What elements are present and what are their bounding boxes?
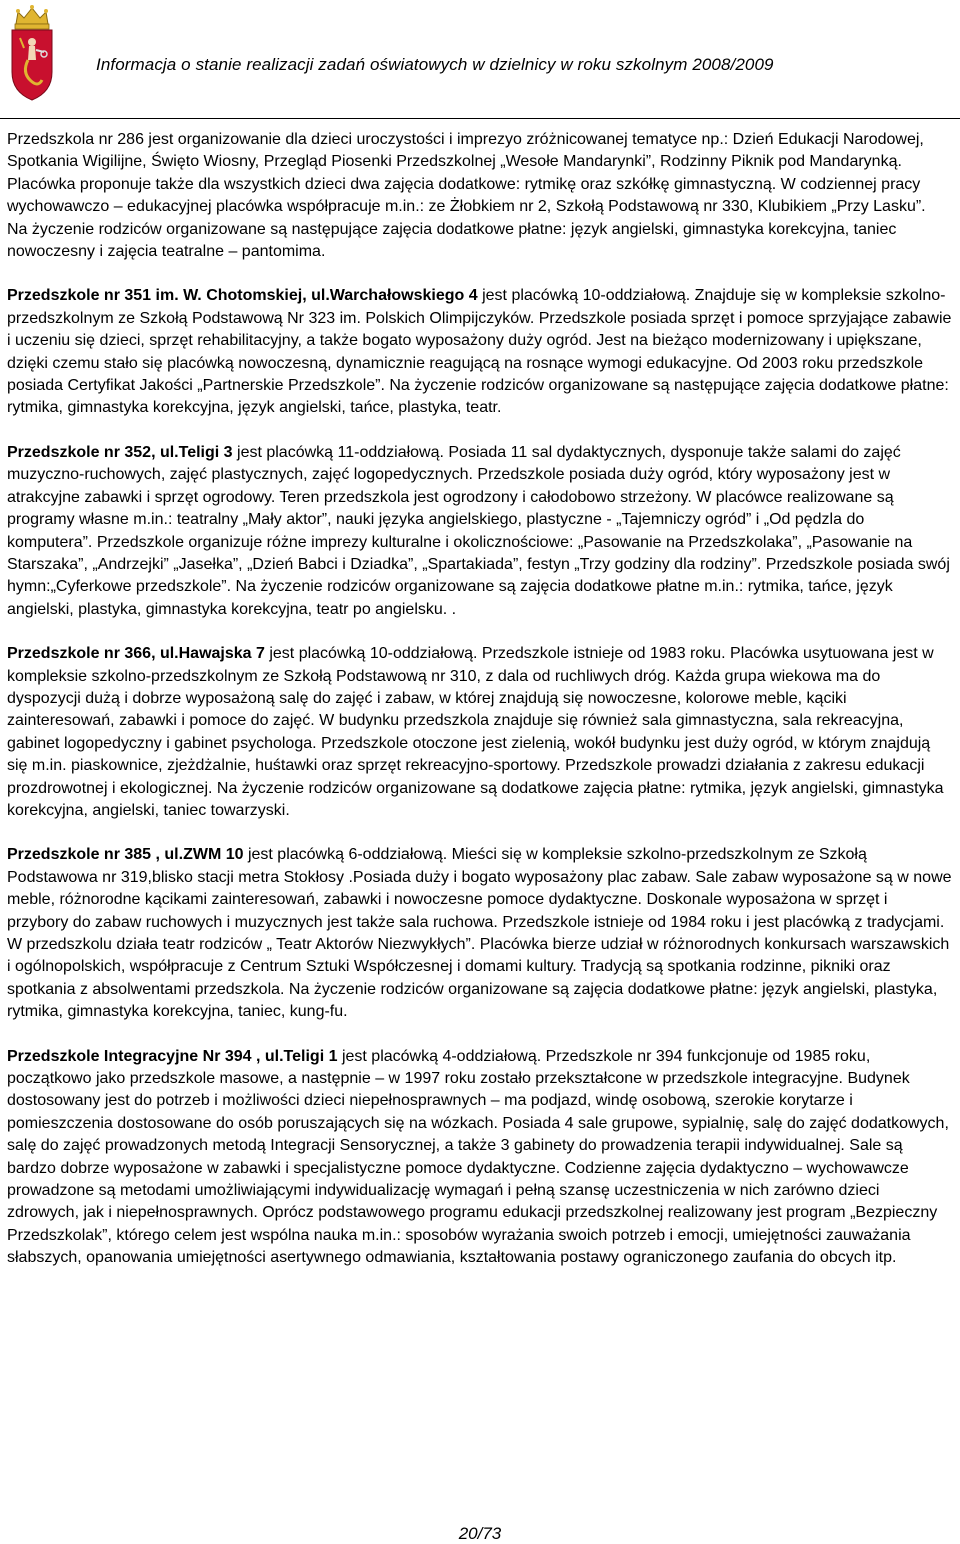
page-number: 20/73 [458, 1524, 502, 1543]
entry-paragraph [7, 1046, 952, 1270]
intro-text-1: Przedszkola nr 286 jest organizowanie dla dzieci uroczystości i imprezyo zróżnicowanej tematyce np.: Dzień Edukacji Narodowej, Spotkania Wigilijne, Święto Wiosny, Przegląd Piosenki Przedszkolnej „Wesołe Mandarynki”, Rodzinny Piknik pod Mandarynką. Placówka proponuje także dla wszystkich dzieci dwa zajęcia dodatkowe: rytmikę oraz szkółkę gimnastyczną. W codziennej pracy wychowawczo – edukacyjnej placówka współpracuje m.in.: ze Żłobkiem nr 2, Szkołą Podstawową nr 330, Klubikiem „Przy Lasku”. [7, 131, 926, 216]
entry-paragraph [7, 442, 952, 621]
warsaw-coat-of-arms-icon [8, 2, 56, 102]
intro-text-2: Na życzenie rodziców organizowane są następujące zajęcia dodatkowe płatne: język angielski, gimnastyka korekcyjna, taniec nowoczesny i zajęcia teatralne – pantomima. [7, 220, 897, 261]
header-divider [0, 118, 960, 119]
document-body [7, 129, 952, 1270]
entry-title: Przedszkole nr 351 im. W. Chotomskiej, ul.Warchałowskiego 4 [7, 287, 478, 305]
intro-paragraph-2 [7, 219, 952, 264]
entry-paragraph [7, 285, 952, 419]
page-header [0, 0, 960, 112]
entry-title: Przedszkole nr 366, ul.Hawajska 7 [7, 645, 265, 663]
entry-title: Przedszkole nr 352, ul.Teligi 3 [7, 443, 233, 461]
entry-paragraph [7, 844, 952, 1023]
entry-title: Przedszkole nr 385 , ul.ZWM 10 [7, 846, 244, 864]
entry-text: jest placówką 6-oddziałową. Mieści się w kompleksie szkolno-przedszkolnym ze Szkołą Podstawowa nr 319,blisko stacji metra Stokłosy .Posiada duży i bogato wyposażony plac zabaw. Sale zabaw wyposażone są w nowe meble, różnorodne kącikami zainteresowań, zabawki i nowoczesne pomoce dydaktyczne. Doskonale wyposażona w sprzęt i przybory do zabaw ruchowych i muzycznych jest także sala ruchowa. Przedszkole istnieje od 1984 roku i jest placówką z tradycjami. W przedszkolu działa teatr rodziców „ Teatr Aktorów Niezwykłych”. Placówka bierze udział w różnorodnych konkursach warszawskich i ogólnopolskich, współpracuje z Centrum Sztuki Współczesnej i domami kultury. Tradycją są spotkania rodzinne, pikniki oraz spotkania z absolwentami przedszkola. Na życzenie rodziców organizowane są zajęcia dodatkowe płatne: język angielski, plastyka, rytmika, gimnastyka korekcyjna, taniec, kung-fu. [7, 846, 952, 1021]
entry-paragraph [7, 643, 952, 822]
entry-text: jest placówką 4-oddziałową. Przedszkole nr 394 funkcjonuje od 1985 roku, początkowo jako przedszkole masowe, a następnie – w 1997 roku zostało przekształcone w przedszkole integracyjne. Budynek dostosowany jest do potrzeb i możliwości dzieci niepełnosprawnych – ma podjazd, windę osobową, szerokie korytarze i pomieszczenia dostosowane do osób poruszających się na wózkach. Posiada 4 sale grupowe, sypialnię, salę do zajęć dodatkowych, salę do zajęć prowadzonych metodą Integracji Sensorycznej, a także 3 gabinety do prowadzenia terapii indywidualnej. Sale są bardzo dobrze wyposażone w zabawki i specjalistyczne pomoce dydaktyczne. Codzienne zajęcia dydaktyczno – wychowawcze prowadzone są metodami umożliwiającymi indywidualizację wymagań i pełną szansę uczestniczenia w nich zarówno dzieci zdrowych, jak i niepełnosprawnych. Oprócz podstawowego programu edukacji przedszkolnej realizowany jest program „Bezpieczny Przedszkolak”, którego celem jest wspólna nauka m.in.: sposobów wyrażania swoich potrzeb i emocji, umiejętności zauważania słabszych, opanowania umiejętności asertywnego odmawiania, kształtowania postawy ograniczonego zaufania do obcych itp. [7, 1047, 949, 1267]
running-header-title: Informacja o stanie realizacji zadań oświatowych w dzielnicy w roku szkolnym 2008/2009 [96, 55, 774, 74]
entry-text: jest placówką 10-oddziałową. Przedszkole istnieje od 1983 roku. Placówka usytuowana jest w kompleksie szkolno-przedszkolnym ze Szkołą Podstawową nr 310, z dala od ruchliwych dróg. Każda grupa wiekowa ma do dyspozycji dużą i dobrze wyposażoną salę do zajęć i zabaw, w której znajdują się nowoczesne, kolorowe meble, kąciki zainteresowań, zabawki i pomoce do zajęć. W budynku przedszkola znajduje się również sala gimnastyczna, sala rekreacyjna, gabinet logopedyczny i gabinet psychologa. Przedszkole otoczone jest zielenią, wokół budynku jest duży ogród, w którym znajdują się m.in. piaskownice, zjeżdżalnie, huśtawki oraz sprzęt rekreacyjno-sportowy. Przedszkole prowadzi działania z zakresu edukacji prozdrowotnej i ekologicznej. Na życzenie rodziców organizowane są dodatkowe zajęcia płatne: rytmika, język angielski, gimnastyka korekcyjna, angielski, taniec towarzyski. [7, 645, 944, 819]
entry-text: jest placówką 11-oddziałową. Posiada 11 sal dydaktycznych, dysponuje także salami do zajęć muzyczno-ruchowych, zajęć plastycznych, zajęć logopedycznych. Przedszkole posiada duży ogród, który wyposażony jest w atrakcyjne zabawki i sprzęt ogrodowy. Teren przedszkola jest ogrodzony i całodobowo strzeżony. W placówce realizowane są programy własne m.in.: teatralny „Mały aktor”, nauki języka angielskiego, plastyczne - „Tajemniczy ogród” i „Od pędzla do komputera”. Przedszkole organizuje różne imprezy kulturalne i okolicznościowe: „Pasowanie na Przedszkolaka”, „Pasowanie na Starszaka”, „Andrzejki” „Jasełka”, „Dzień Babci i Dziadka”, „Spartakiada”, festyn „Trzy godziny dla rodziny”. Przedszkole posiada swój hymn:„Cyferkowe przedszkole”. Na życzenie rodziców organizowane są zajęcia dodatkowe płatne m.in.: rytmika, tańce, język angielski, plastyka, gimnastyka korekcyjna, teatr po angielsku. . [7, 443, 950, 618]
intro-paragraph [7, 129, 952, 219]
entry-title: Przedszkole Integracyjne Nr 394 , ul.Teligi 1 [7, 1047, 338, 1065]
entry-text: jest placówką 10-oddziałową. Znajduje się w kompleksie szkolno- przedszkolnym ze Szkołą Podstawową Nr 323 im. Polskich Olimpijczyków. Przedszkole posiada sprzęt i pomoce sprzyjające zabawie i uczeniu się dzieci, sprzęt rehabilitacyjny, a także bogato wyposażony duży ogród. Jest na bieżąco modernizowany i upiększane, dzięki czemu stało się placówką nowoczesną, dynamicznie reagującą na rosnące wymogi edukacyjne. Od 2003 roku przedszkole posiada Certyfikat Jakości „Partnerskie Przedszkole”. Na życzenie rodziców organizowane są następujące zajęcia dodatkowe płatne: rytmika, gimnastyka korekcyjna, język angielski, tańce, plastyka, teatr. [7, 287, 952, 417]
